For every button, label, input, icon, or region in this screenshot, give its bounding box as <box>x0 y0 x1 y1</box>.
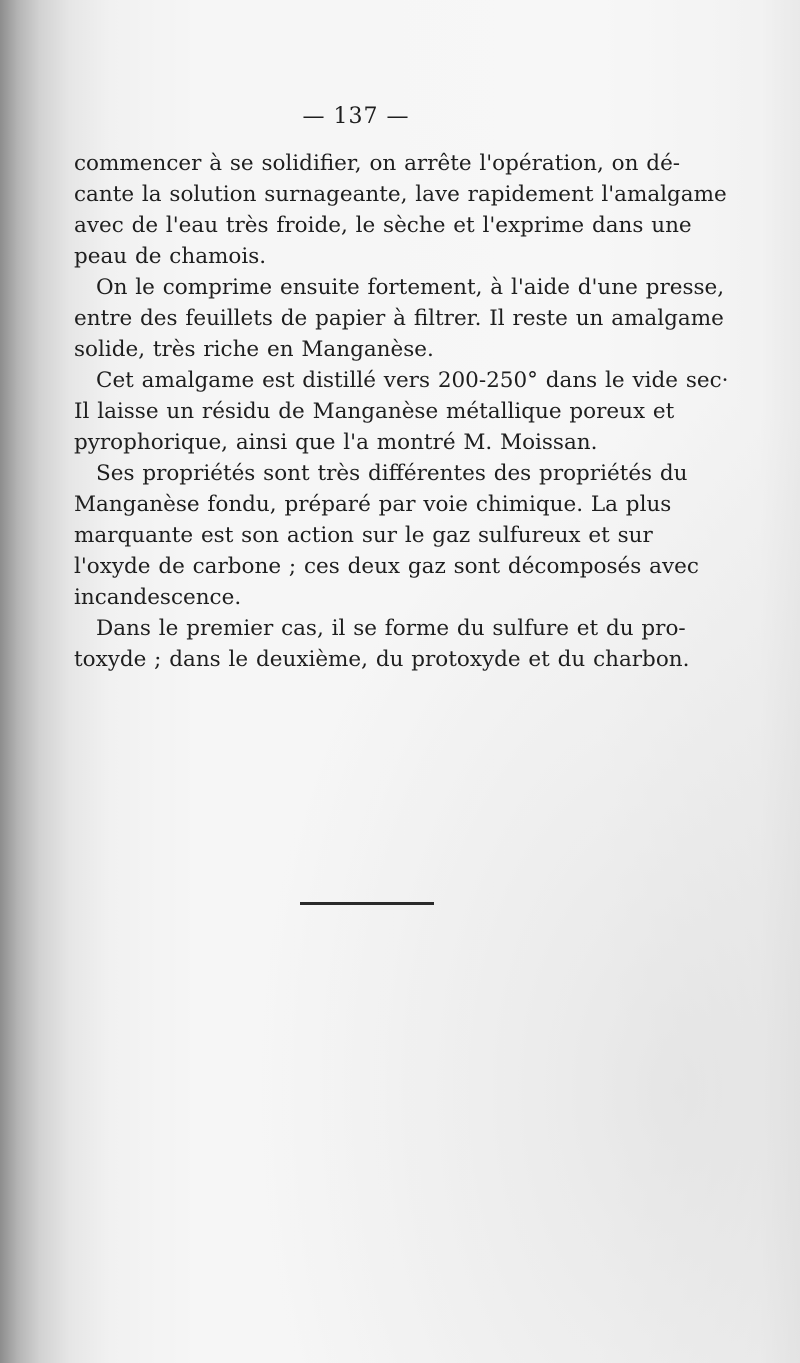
text-line: cante la solution surnageante, lave rapidement l'amalgame <box>74 182 727 207</box>
text-line: On le comprime ensuite fortement, à l'aide d'une presse, <box>96 275 725 300</box>
text-line: Il laisse un résidu de Manganèse métallique poreux et <box>74 399 675 424</box>
paragraph <box>74 272 725 365</box>
page-number: — 137 — <box>302 104 410 129</box>
paragraph <box>74 458 699 613</box>
text-line: Ses propriétés sont très différentes des propriétés du <box>96 461 688 486</box>
text-line: incandescence. <box>74 585 242 610</box>
text-line: marquante est son action sur le gaz sulfureux et sur <box>74 523 653 548</box>
text-line: toxyde ; dans le deuxième, du protoxyde et du charbon. <box>74 647 690 672</box>
text-line: avec de l'eau très froide, le sèche et l'exprime dans une <box>74 213 692 238</box>
paragraph <box>74 148 727 272</box>
text-line: peau de chamois. <box>74 244 267 269</box>
text-line: Dans le premier cas, il se forme du sulfure et du pro- <box>96 616 686 641</box>
text-line: l'oxyde de carbone ; ces deux gaz sont décomposés avec <box>74 554 699 579</box>
text-line: Manganèse fondu, préparé par voie chimique. La plus <box>74 492 672 517</box>
text-line: entre des feuillets de papier à filtrer. Il reste un amalgame <box>74 306 724 331</box>
text-line: solide, très riche en Manganèse. <box>74 337 434 362</box>
text-line: Cet amalgame est distillé vers 200-250° dans le vide sec· <box>96 368 729 393</box>
section-end-rule <box>300 902 434 905</box>
paragraph <box>74 365 729 458</box>
paragraph <box>74 613 690 675</box>
text-line: pyrophorique, ainsi que l'a montré M. Moissan. <box>74 430 598 455</box>
body-text <box>74 148 729 675</box>
text-line: commencer à se solidifier, on arrête l'opération, on dé- <box>74 151 681 176</box>
